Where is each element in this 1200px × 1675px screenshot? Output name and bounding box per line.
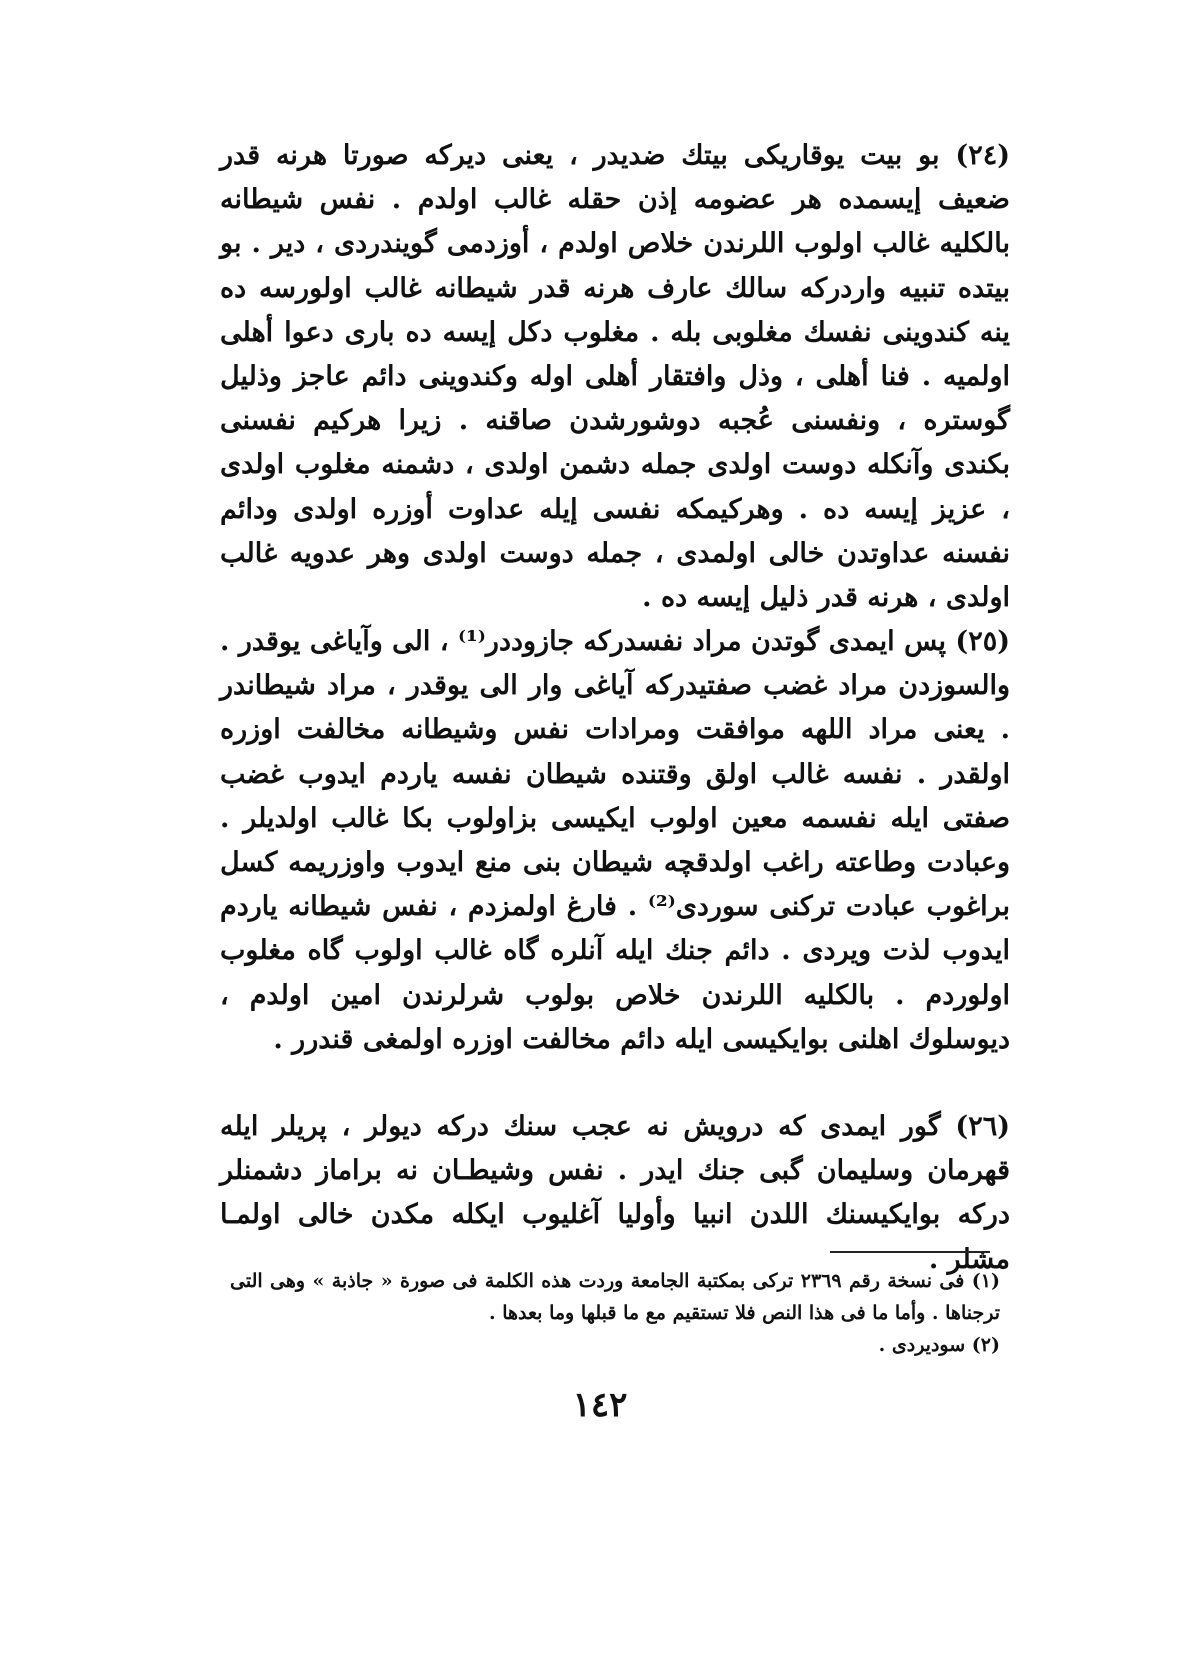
footnote-divider [830,1251,990,1253]
footnote-2: (٢) سوديردى . [878,1334,1000,1356]
paragraph-26: (٢٦) گور ايمدى كه درويش نه عجب سنك دركه ديولر ، پريلر ايله قهرمان وسليمان گبى جنك ايدر . نفس وشيطـان نه براماز دشمنلر دركه بوايكيسنك اللدن انبيا وأوليا آغليوب ايكله مكدن خالى اولمـا مشلر . [220,1111,1010,1275]
footnotes [230,1265,1000,1361]
paragraph-25-block [220,620,1010,1062]
paragraph-24-block [220,134,1010,620]
paragraph-25: (٢٥) پس ايمدى گوتدن مراد نفسدركه جازوددر⁽¹⁾ ، الى وآياغى يوقدر . والسوزدن مراد غضب صفتيدركه آياغى وار الى يوقدر ، مراد شيطاندر . يعنى مراد اللهه موافقت ومرادات نفس وشيطانه مخالفت اوزره اولقدر . نفسه غالب اولق وقتنده شيطان نفسه ياردم ايدوب غضب صفتى ايله نفسمه معين اولوب ايكيسى بزاولوب بكا غالب اولديلر . وعبادت وطاعته راغب اولدقچه شيطان بنى منع ايدوب واوزريمه كسل براغوب عبادت تركنى سوردى⁽²⁾ . فارغ اولمزدم ، نفس شيطانه ياردم ايدوب لذت ويردى . دائم جنك ايله آنلره گاه غالب اولوب گاه مغلوب اولوردم . بالكليه اللرندن خلاص بولوب شرلرندن امين اولدم ، ديوسلوك اهلنى بوايكيسى ايله دائم مخالفت اوزره اولمغى قندرر . [220,626,1011,1055]
page-number: ١٤٢ [572,1385,628,1425]
footnote-1: (١) فى نسخة رقم ٢٣٦٩ تركى بمكتبة الجامعة وردت هذه الكلمة فى صورة « جاذبة » وهى التى ترجناها . وأما ما فى هذا النص فلا تستقيم مع ما قبلها وما بعدها . [230,1270,1000,1324]
paragraph-26-block [220,1105,1010,1282]
paragraph-24: (٢٤) بو بيت يوقاريكى بيتك ضديدر ، يعنى ديركه صورتا هرنه قدر ضعيف إيسمده هر عضومه إذن حقله غالب اولدم . نفس شيطانه بالكليه غالب اولوب اللرندن خلاص اولدم ، أوزدمى گويندردى ، دير . بو بيتده تنبيه واردركه سالك عارف هرنه قدر شيطانه غالب اولورسه ده ينه كندوينى نفسك مغلوبى بله . مغلوب دكل إيسه ده بارى دعوا أهلى اولميه . فنا أهلى ، وذل وافتقار أهلى اوله وكندوينى دائم عاجز وذليل گوستره ، ونفسنى عُجبه دوشورشدن صاقنه . زيرا هركيم نفسنى بكندى وآنكله دوست اولدى جمله دشمن اولدى ، دشمنه مغلوب اولدى ، عزيز إيسه ده . وهركيمكه نفسى إيله عداوت أوزره اولدى ودائم نفسنه عداوتدن خالى اولمدى ، جمله دوست اولدى وهر عدويه غالب اولدى ، هرنه قدر ذليل إيسه ده . [220,140,1010,614]
